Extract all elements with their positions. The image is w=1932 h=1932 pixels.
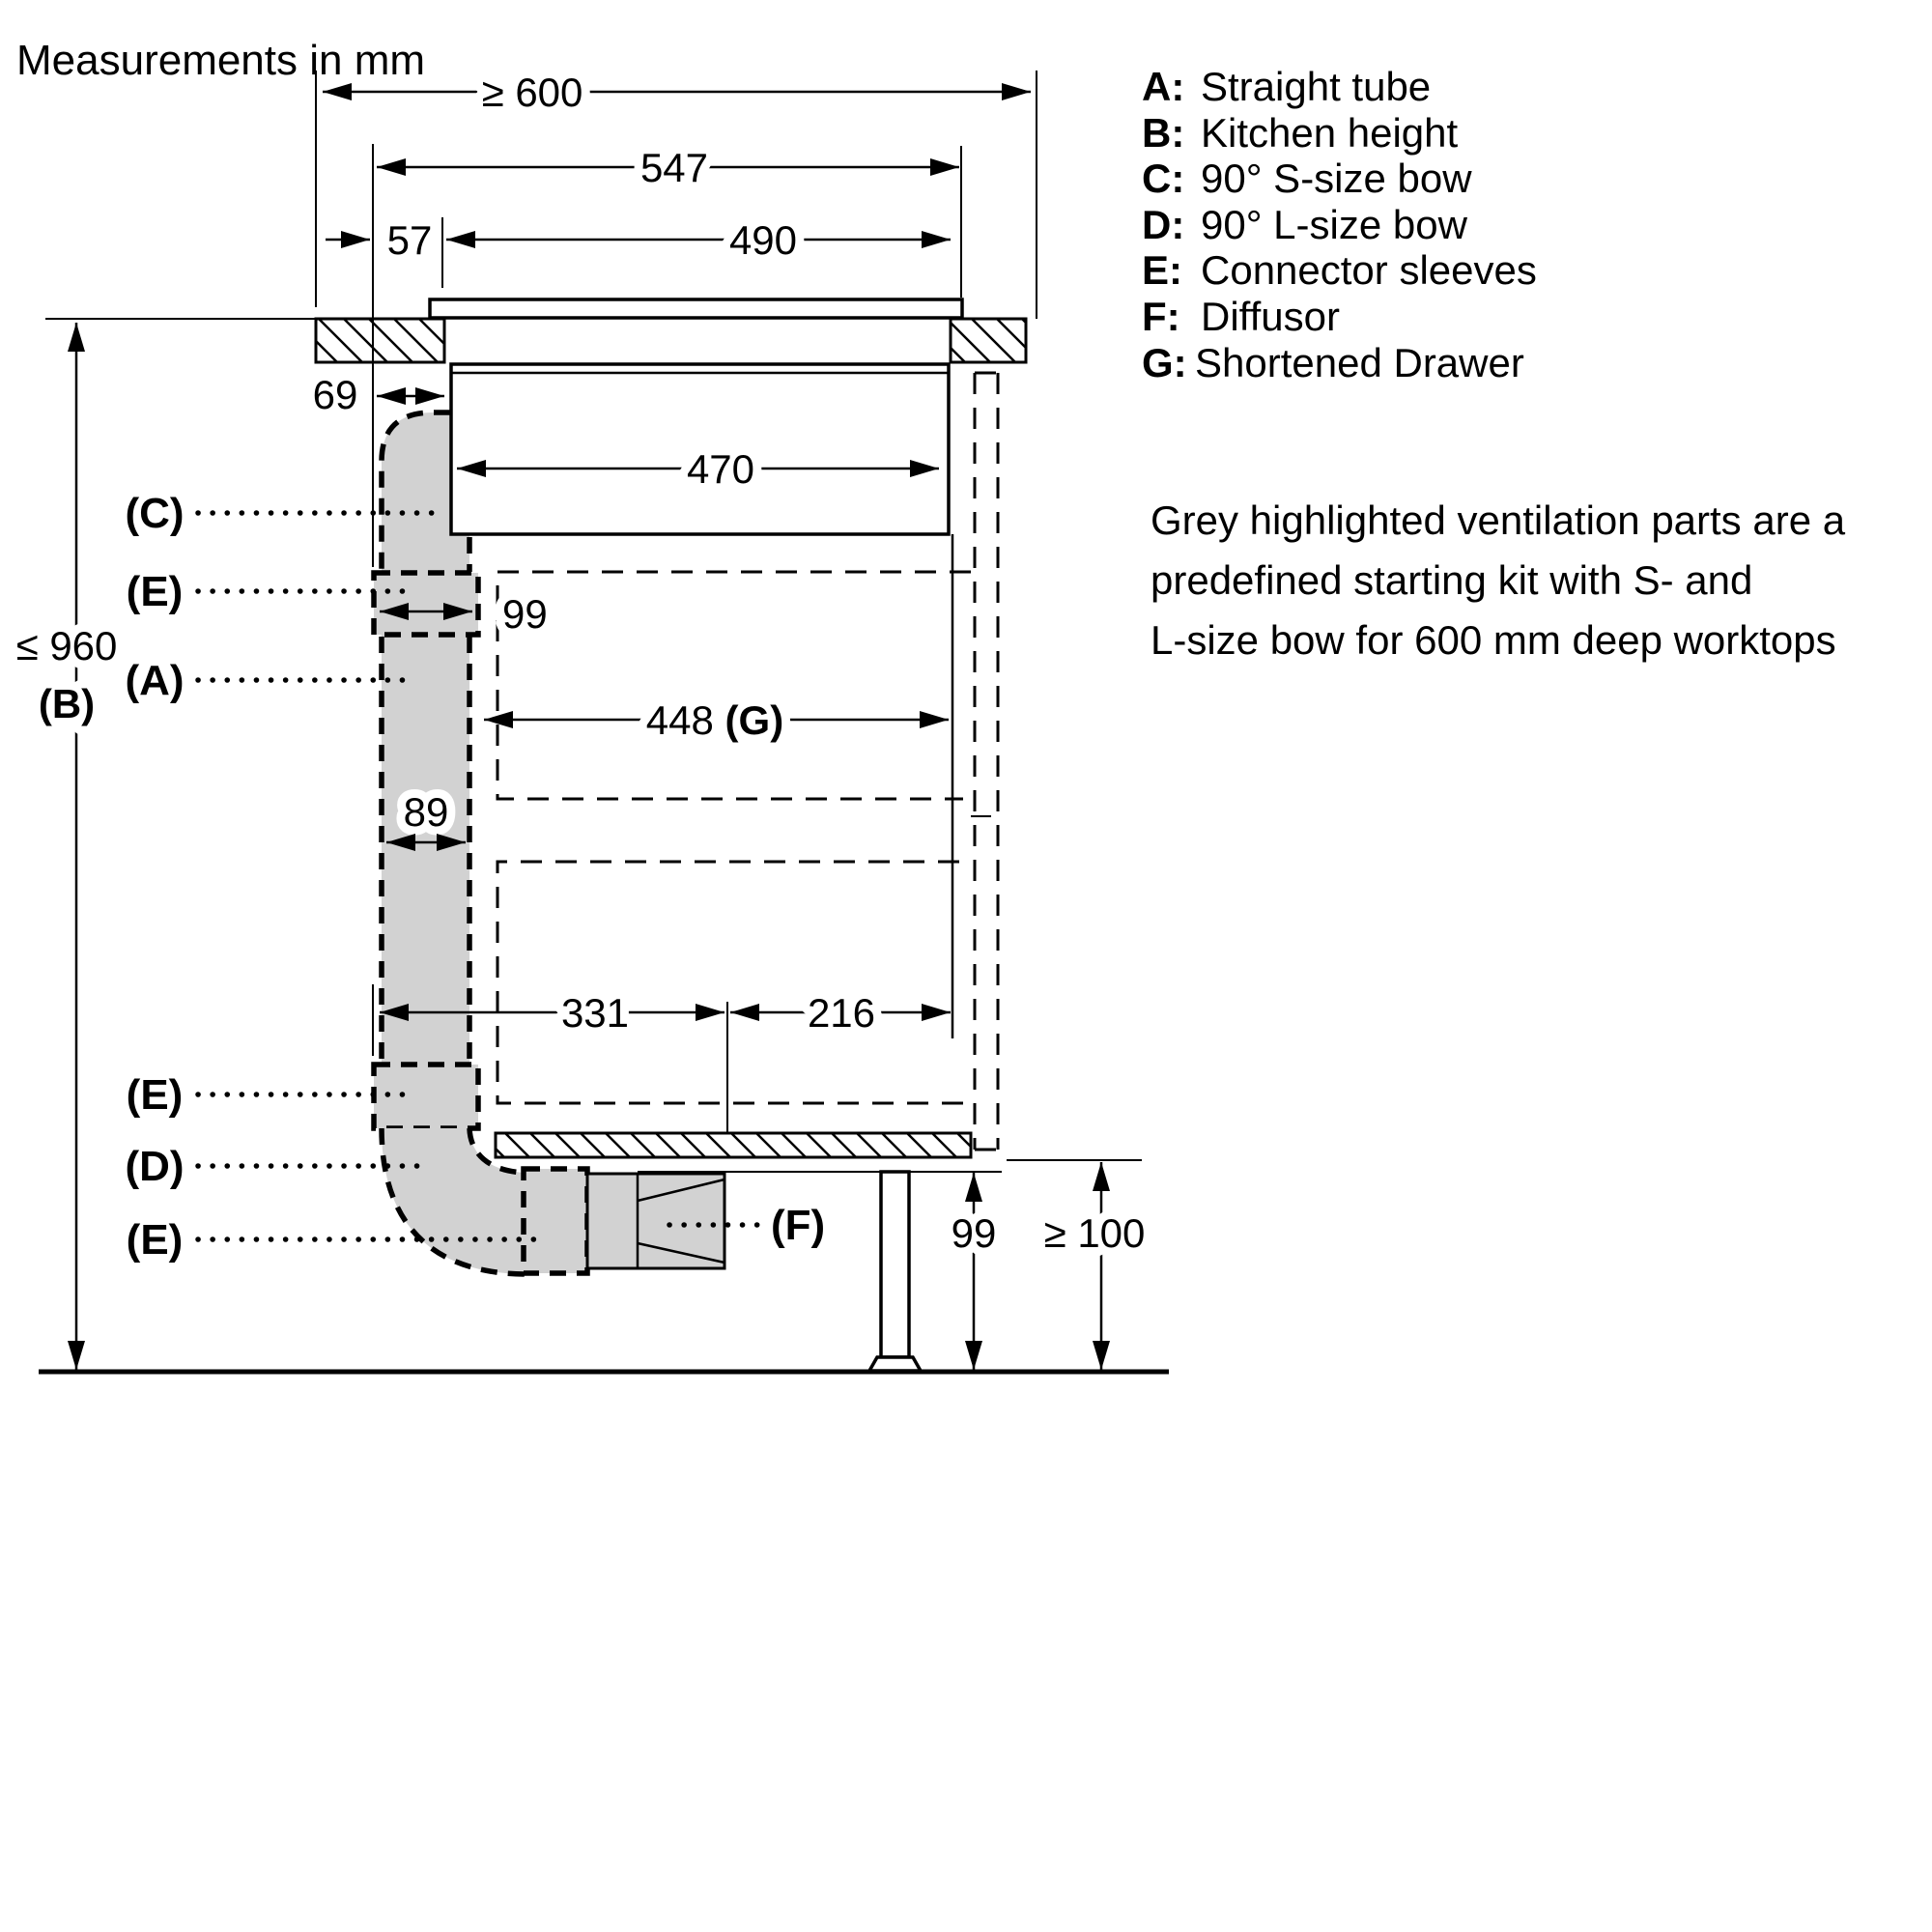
diffusor: [587, 1174, 724, 1268]
label-sleeve-top: (E): [126, 568, 184, 615]
page-title: Measurements in mm: [16, 37, 426, 84]
dim-kitchen-height-letter: (B): [38, 681, 96, 726]
legend-key-g: G:: [1142, 340, 1187, 385]
drawer-lower-outline: [497, 862, 966, 1103]
legend-key-b: B:: [1142, 110, 1185, 156]
label-straight-tube: (A): [125, 657, 185, 704]
note-line-1: Grey highlighted ventilation parts are a: [1151, 497, 1846, 543]
hob-glass: [430, 299, 962, 318]
plinth-area: [39, 1133, 1169, 1372]
sleeve-bottom-fill: [524, 1169, 587, 1273]
legend-label-b: Kitchen height: [1201, 110, 1459, 156]
dim-tube-width: 89: [403, 789, 449, 835]
dim-duct-offset: 69: [312, 372, 358, 417]
dim-front-ledge: 57: [386, 217, 433, 263]
cabinet-leg-foot: [869, 1357, 921, 1371]
straight-tube-fill: [382, 635, 469, 1065]
label-diffusor: (F): [771, 1202, 826, 1249]
worktop-hob: [45, 299, 1026, 534]
legend-key-d: D:: [1142, 202, 1185, 247]
legend-label-f: Diffusor: [1201, 294, 1340, 339]
dim-cutout-depth: 490: [728, 217, 798, 263]
dim-floor-clearance: ≥ 100: [1043, 1210, 1146, 1256]
cabinet-bottom-shelf: [496, 1133, 971, 1157]
dim-worktop-depth: ≥ 600: [481, 70, 583, 115]
legend: [1142, 64, 1537, 385]
note-line-2: predefined starting kit with S- and: [1151, 557, 1753, 603]
legend-key-e: E:: [1142, 247, 1182, 293]
legend-key-c: C:: [1142, 156, 1185, 201]
legend-label-a: Straight tube: [1201, 64, 1432, 109]
label-sleeve-bottom: (E): [126, 1216, 184, 1264]
label-l-bow: (D): [125, 1143, 185, 1190]
dim-plinth-height: 99: [951, 1210, 997, 1256]
dim-drawer-depth: 448 (G): [645, 697, 784, 743]
dim-bottom-front: 216: [807, 990, 876, 1036]
note-paragraph: [1151, 497, 1846, 663]
label-s-bow: (C): [125, 490, 185, 537]
cabinet-leg: [881, 1172, 909, 1357]
legend-label-e: Connector sleeves: [1201, 247, 1537, 293]
sleeve-top-fill: [374, 573, 478, 635]
worktop-front-section: [316, 319, 444, 362]
dim-bottom-back: 331: [560, 990, 630, 1036]
dim-sleeve-width: 99: [502, 591, 548, 637]
diffusor-body: [587, 1174, 724, 1268]
legend-key-f: F:: [1142, 294, 1180, 339]
dim-appliance-depth: 547: [639, 145, 709, 190]
dim-kitchen-height: ≤ 960: [15, 623, 118, 668]
dim-hob-inner: 470: [686, 446, 755, 492]
note-line-3: L-size bow for 600 mm deep worktops: [1151, 617, 1836, 663]
legend-key-a: A:: [1142, 64, 1185, 109]
legend-label-g: Shortened Drawer: [1195, 340, 1524, 385]
worktop-back-section: [951, 319, 1026, 362]
drawer-g-outline: [497, 572, 971, 799]
label-sleeve-mid: (E): [126, 1071, 184, 1119]
legend-label-d: 90° L-size bow: [1201, 202, 1467, 247]
legend-label-c: 90° S-size bow: [1201, 156, 1472, 201]
